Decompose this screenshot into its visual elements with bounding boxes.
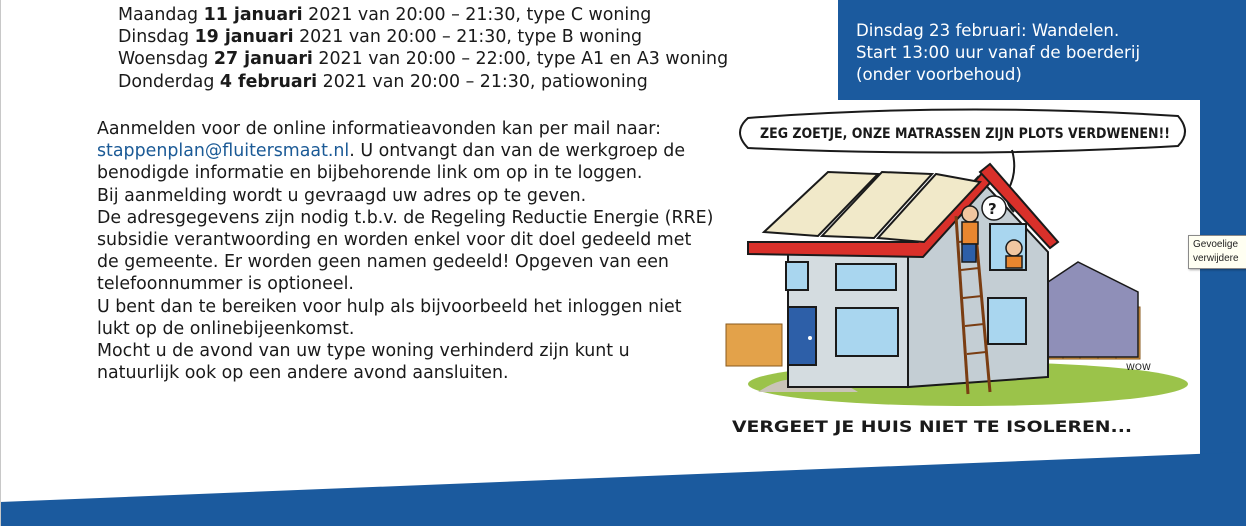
neighbour-house (1048, 262, 1138, 357)
schedule-details: 2021 van 20:00 – 22:00, type A1 en A3 woning (318, 49, 729, 70)
climber-legs (962, 244, 976, 262)
announcement-line: Dinsdag 23 februari: Wandelen. (856, 21, 1120, 40)
schedule-details: 2021 van 20:00 – 21:30, patiowoning (322, 71, 648, 92)
schedule-day: Dinsdag (118, 27, 190, 48)
schedule-row (118, 71, 728, 93)
cartoon-drawing (718, 102, 1198, 450)
info-paragraph (97, 118, 717, 185)
info-text: Aanmelden voor de online informatieavonden kan per mail (97, 119, 611, 139)
schedule-date: 27 januari (213, 49, 313, 70)
speech-text: ZEG ZOETJE, ONZE MATRASSEN ZIJN PLOTS VERDWENEN!! (760, 126, 1170, 142)
page-left-border (0, 0, 1, 526)
person-head (1006, 240, 1022, 256)
schedule-details: 2021 van 20:00 – 21:30, type C woning (308, 5, 652, 25)
door-knob (808, 336, 812, 340)
evening-schedule (118, 4, 728, 93)
window (836, 264, 896, 290)
artist-signature: WOW (1126, 363, 1151, 373)
announcement-line: Start 13:00 uur vanaf de boerderij (856, 43, 1141, 62)
schedule-day: Donderdag (118, 71, 215, 92)
insulation-cartoon (718, 102, 1198, 450)
cartoon-caption: VERGEET JE HUIS NIET TE ISOLEREN... (732, 417, 1132, 436)
window (786, 262, 808, 290)
browser-tooltip (1188, 235, 1246, 269)
info-text: naar: (615, 119, 661, 139)
info-paragraph: U bent dan te bereiken voor hulp als bijvoorbeeld het inloggen niet lukt op de onlinebijeenkomst. (97, 296, 682, 339)
schedule-date: 19 januari (194, 27, 294, 48)
info-paragraph: Mocht u de avond van uw type woning verhinderd zijn kunt u natuurlijk ook op een andere avond aansluiten. (97, 341, 630, 384)
person-body (1006, 256, 1022, 268)
window (836, 308, 898, 356)
walking-announcement (856, 20, 1216, 86)
schedule-day: Woensdag (118, 49, 209, 70)
door (788, 307, 816, 365)
climber-body (962, 222, 978, 244)
schedule-date: 4 februari (219, 71, 318, 92)
fence (726, 324, 782, 366)
schedule-row (118, 4, 728, 26)
info-paragraph: De adresgegevens zijn nodig t.b.v. de Regeling Reductie Energie (RRE) subsidie verantwoording en worden enkel voor dit doel gedeeld met de gemeente. Er worden geen namen gedeeld! Opgeven van een telefoonnummer is optioneel. (97, 207, 714, 295)
info-paragraph: Bij aanmelding wordt u gevraagd uw adres op te geven. (97, 185, 587, 206)
tooltip-line: verwijdere (1193, 253, 1239, 264)
schedule-day: Maandag (118, 5, 199, 25)
bottom-blue-band (0, 452, 1246, 526)
info-text: . U ontvangt dan van de werkgroep de benodigde informatie en bijbehorende link om op in te loggen. (97, 141, 686, 184)
tooltip-line: Gevoelige (1193, 239, 1239, 250)
schedule-details: 2021 van 20:00 – 21:30, type B woning (299, 27, 643, 48)
schedule-row (118, 48, 728, 70)
question-mark: ? (988, 200, 997, 218)
window (988, 298, 1026, 344)
schedule-date: 11 januari (203, 5, 303, 25)
email-link[interactable]: stappenplan@fluitersmaat.nl (97, 141, 350, 162)
registration-info (97, 118, 717, 384)
schedule-row (118, 26, 728, 48)
announcement-line: (onder voorbehoud) (856, 65, 1022, 84)
climber-head (962, 206, 978, 222)
